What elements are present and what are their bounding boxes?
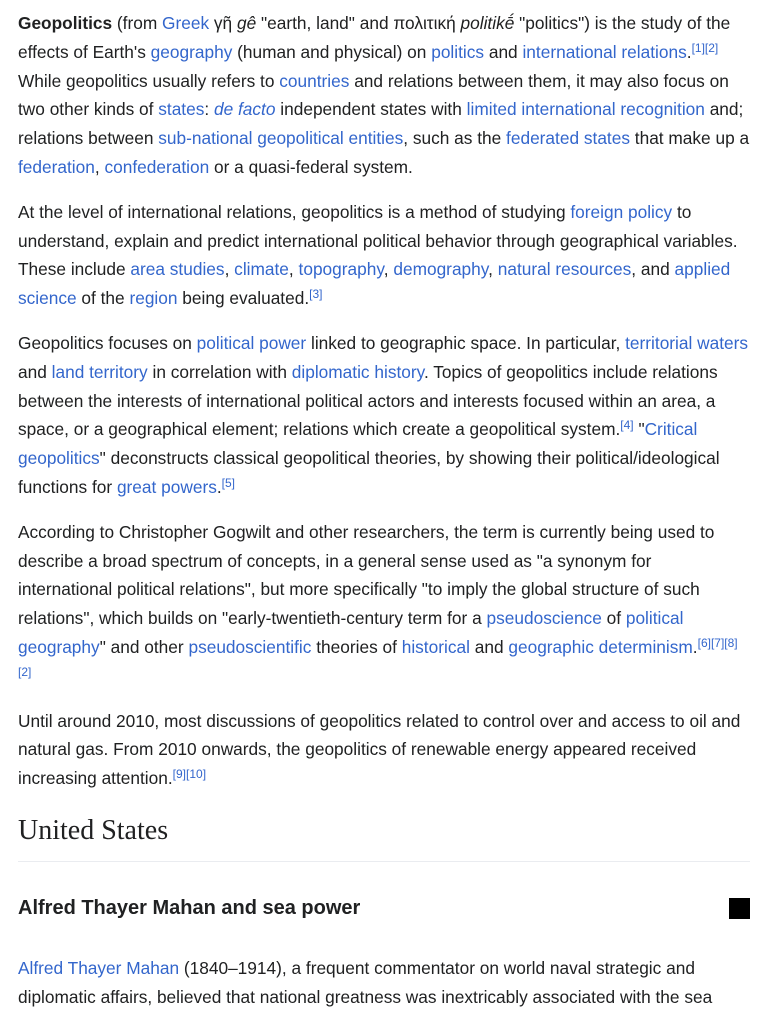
citation-ref[interactable]: [1][2] [691,40,719,55]
link-states[interactable]: states [158,99,205,120]
link-diplomatic-history[interactable]: diplomatic history [291,361,424,382]
text: and relations between them, it may also focus on two other kinds of [18,70,729,120]
text: (human and physical) on [232,41,432,62]
link-land-territory[interactable]: land territory [51,361,148,382]
text: "politics") is the study of the effects of Earth's [18,13,731,62]
text: that make up a [629,128,750,149]
text: gê [236,13,257,33]
article-term: Geopolitics [18,13,113,33]
black-square-icon[interactable] [729,898,750,919]
link-region[interactable]: region [129,288,178,309]
link-pseudoscientific[interactable]: pseudoscientific [188,636,312,657]
link-pseudoscience[interactable]: pseudoscience [486,608,602,629]
link-applied-science[interactable]: applied science [18,259,731,309]
text: of the [76,288,130,309]
text: At the level of international relations, geopolitics is a method of studying [18,201,571,222]
paragraph-mahan [18,954,750,1012]
text: and; relations between [18,99,744,149]
text: Until around 2010, most discussions of geopolitics related to control over and access to oil and natural gas. From 2010 onwards, the geopolitics of renewable energy appeared received increasing attention. [18,710,741,789]
text: (from [112,13,163,33]
text: or a quasi-federal system. [209,156,413,177]
text: According to Christopher Gogwilt and other researchers, the term is currently being used to describe a broad spectrum of concepts, in a general sense used as "a synonym for international political relations", but more specifically "to imply the global structure of such relations", which builds on "early-twentieth-century term for a [18,521,715,629]
link-political-geography[interactable]: political geography [18,608,684,657]
text: , [288,259,299,280]
text: theories of [311,636,402,657]
link-politics[interactable]: politics [431,41,485,62]
link-area-studies[interactable]: area studies [130,259,225,280]
link-political-power[interactable]: political power [196,332,307,353]
text: , such as the [403,128,507,149]
link-de-facto[interactable]: de facto [213,99,276,120]
paragraph-political-power [18,329,750,502]
text: . [686,41,692,62]
paragraph-international-relations [18,198,750,313]
link-geography[interactable]: geography [150,41,233,62]
text: . Topics of geopolitics include relations between the interests of international political actors and interests focused within an area, a space, or a geographical element; relations which create a geopolitical system. [18,361,718,440]
link-federation[interactable]: federation [18,156,95,177]
link-demography[interactable]: demography [393,259,489,280]
text: to understand, explain and predict international political behavior through geographical variables. These include [18,201,738,280]
text: , [488,259,498,280]
article-content [18,9,750,1028]
text: . [692,636,698,657]
text: : [204,99,214,120]
link-international-relations[interactable]: international relations [522,41,687,62]
text: , and [631,259,675,280]
text: of [601,608,626,629]
link-foreign-policy[interactable]: foreign policy [570,201,673,222]
link-great-powers[interactable]: great powers [116,476,217,497]
link-natural-resources[interactable]: natural resources [497,259,632,280]
link-critical-geopolitics[interactable]: Critical geopolitics [18,419,698,469]
citation-ref[interactable]: [5] [221,475,235,490]
link-federated-states[interactable]: federated states [506,128,630,149]
text: γῆ [209,13,237,33]
text: , [383,259,394,280]
text: , [94,156,105,177]
citation-ref[interactable]: [3] [309,287,323,302]
paragraph-gogwilt [18,518,750,691]
text: " and other [99,636,189,657]
text: While geopolitics usually refers to [18,70,280,91]
citation-ref[interactable]: [9][10] [172,767,207,782]
text: and [469,636,509,657]
link-limited-recognition[interactable]: limited international recognition [466,99,705,120]
link-subnational-entities[interactable]: sub-national geopolitical entities [158,128,404,149]
text: being evaluated. [177,288,310,309]
link-historical[interactable]: historical [401,636,470,657]
subsection-header [18,894,750,924]
link-greek[interactable]: Greek [162,13,210,33]
citation-ref[interactable]: [4] [620,418,634,433]
link-geographic-determinism[interactable]: geographic determinism [508,636,693,657]
paragraph-energy [18,707,750,793]
text: linked to geographic space. In particular, [306,332,626,353]
text: , [224,259,235,280]
text: and [18,361,52,382]
text: " deconstructs classical geopolitical theories, by showing their political/ideological functions for [18,448,720,497]
text: independent states with [275,99,467,120]
link-countries[interactable]: countries [279,70,350,91]
link-territorial-waters[interactable]: territorial waters [625,332,749,353]
citation-ref[interactable]: [6][7][8][2] [18,635,738,679]
link-climate[interactable]: climate [234,259,289,280]
link-confederation[interactable]: confederation [104,156,210,177]
subsection-heading-mahan: Alfred Thayer Mahan and sea power [18,897,361,920]
text: Geopolitics focuses on [18,332,197,353]
text: "earth, land" and πολιτική [256,13,461,33]
link-topography[interactable]: topography [298,259,384,280]
text: (1840–1914), a frequent commentator on world naval strategic and diplomatic affairs, believed that national greatness was inextricably associated with the sea [18,957,713,1007]
text: politikḗ [460,13,515,33]
text: in correlation with [147,361,292,382]
link-alfred-thayer-mahan[interactable]: Alfred Thayer Mahan [18,957,180,978]
section-heading-united-states: United States [18,813,750,862]
intro-paragraph [18,9,750,182]
text: . [216,476,222,497]
text: " [633,419,645,440]
text: and [484,41,523,62]
